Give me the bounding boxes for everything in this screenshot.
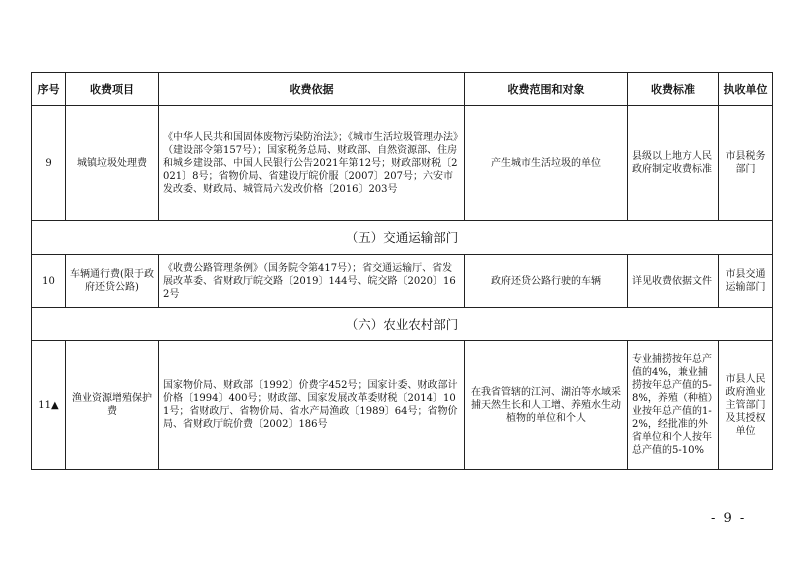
row-item: 车辆通行费(限于政府还贷公路): [66, 255, 159, 308]
header-standard: 收费标准: [628, 73, 719, 106]
row-basis: 《中华人民共和国固体废物污染防治法》；《城市生活垃圾管理办法》（建设部令第157号）；国家税务总局、财政部、自然资源部、住房和城乡建设部、中国人民银行公告2021年第12号；财政部财税〔2021〕8号；省物价局、省建设厅皖价服〔2007〕207号；六安市发改委、财政局、城管局六发改价格〔2016〕203号: [159, 106, 465, 221]
table-row: [32, 341, 773, 470]
fee-table: [31, 72, 773, 470]
header-no: 序号: [32, 73, 66, 106]
row-no: 9: [32, 106, 66, 221]
page-number: - 9 -: [711, 511, 747, 526]
row-scope: 政府还贷公路行驶的车辆: [465, 255, 628, 308]
row-basis: 国家物价局、财政部〔1992〕价费字452号；国家计委、财政部计价格〔1994〕400号；财政部、国家发展改革委财税〔2014〕101号；省财政厅、省物价局、省水产局渔政〔1989〕64号；省物价局、省财政厅皖价费〔2002〕186号: [159, 341, 465, 470]
row-no: 11▲: [32, 341, 66, 470]
row-standard: 县级以上地方人民政府制定收费标准: [628, 106, 719, 221]
row-unit: 市县人民政府渔业主管部门及其授权单位: [719, 341, 773, 470]
header-scope: 收费范围和对象: [465, 73, 628, 106]
row-basis: 《收费公路管理条例》（国务院令第417号）；省交通运输厅、省发展改革委、省财政厅皖交路〔2019〕144号、皖交路〔2020〕162号: [159, 255, 465, 308]
table-row: [32, 106, 773, 221]
header-basis: 收费依据: [159, 73, 465, 106]
row-item: 城镇垃圾处理费: [66, 106, 159, 221]
row-no: 10: [32, 255, 66, 308]
section-row: [32, 221, 773, 255]
row-standard: 详见收费依据文件: [628, 255, 719, 308]
row-scope: 产生城市生活垃圾的单位: [465, 106, 628, 221]
header-unit: 执收单位: [719, 73, 773, 106]
row-item: 渔业资源增殖保护费: [66, 341, 159, 470]
row-scope: 在我省管辖的江河、湖泊等水域采捕天然生长和人工增、养殖水生动植物的单位和个人: [465, 341, 628, 470]
section-title-transport: （五）交通运输部门: [32, 221, 773, 255]
section-title-agriculture: （六）农业农村部门: [32, 308, 773, 341]
section-row: [32, 308, 773, 341]
header-item: 收费项目: [66, 73, 159, 106]
table-row: [32, 255, 773, 308]
table-header-row: [32, 73, 773, 106]
row-unit: 市县交通运输部门: [719, 255, 773, 308]
row-standard: 专业捕捞按年总产值的4%，兼业捕捞按年总产值的5-8%，养殖（种植）业按年总产值的1-2%，经批准的外省单位和个人按年总产值的5-10%: [628, 341, 719, 470]
row-unit: 市县税务部门: [719, 106, 773, 221]
